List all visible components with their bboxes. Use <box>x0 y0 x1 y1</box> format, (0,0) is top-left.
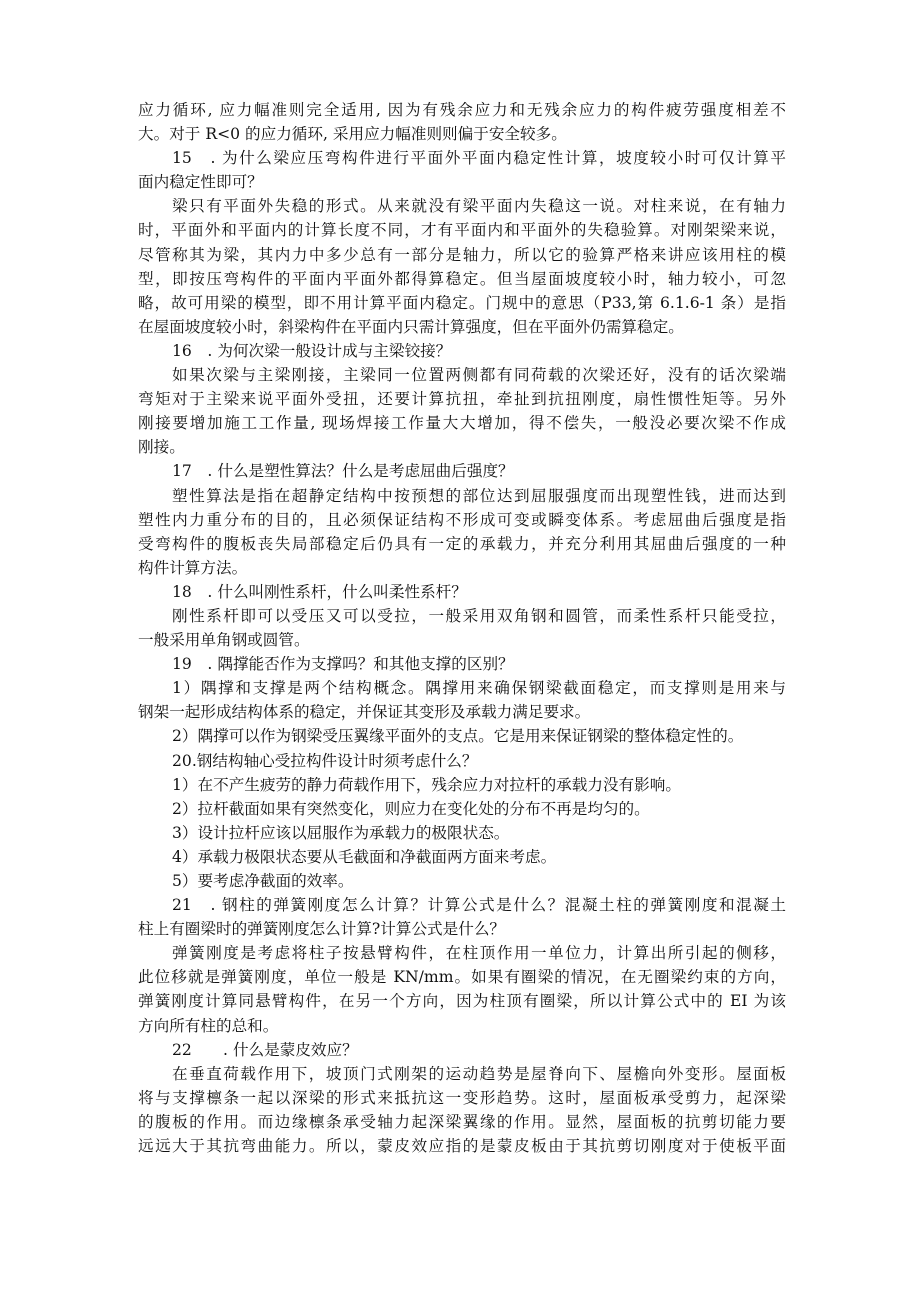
text-line: 一般采用单角钢或圆管。 <box>138 631 310 650</box>
text-line: 2）拉杆截面如果有突然变化，则应力在变化处的分布不再是均匀的。 <box>172 799 650 818</box>
text-line: 钢架一起形成结构体系的稳定，并保证其变形及承载力满足要求。 <box>138 703 591 722</box>
text-line: 2）隅撑可以作为钢梁受压翼缘平面外的支点。它是用来保证钢梁的整体稳定性的。 <box>172 727 744 746</box>
text-line: 刚接要增加施工工作量, 现场焊接工作量大大增加，得不偿失，一般没必要次梁不作成 <box>138 414 786 433</box>
text-line: 构件计算方法。 <box>138 558 248 577</box>
text-line: 16 . 为何次梁一般设计成与主梁铰接？ <box>172 341 452 360</box>
text-line: 如果次梁与主梁刚接，主梁同一位置两侧都有同荷载的次梁还好，没有的话次梁端 <box>172 366 786 385</box>
text-line: 20.钢结构轴心受拉构件设计时须考虑什么？ <box>172 751 478 770</box>
text-line: 4）承载力极限状态要从毛截面和净截面两方面来考虑。 <box>172 847 557 866</box>
text-line: 18 . 什么叫刚性系杆，什么叫柔性系杆？ <box>172 582 467 601</box>
text-line: 刚接。 <box>138 438 185 457</box>
text-line: 3）设计拉杆应该以屈服作为承载力的极限状态。 <box>172 823 510 842</box>
text-line: 略，故可用梁的模型，即不用计算平面内稳定。门规中的意思（P33,第 6.1.6-1 条）是指 <box>138 293 786 312</box>
text-line: 应力循环, 应力幅准则完全适用, 因为有残余应力和无残余应力的构件疲劳强度相差不 <box>138 101 786 119</box>
text-line: 1）在不产生疲劳的静力荷载作用下，残余应力对拉杆的承载力没有影响。 <box>172 775 681 794</box>
text-line: 柱上有圈梁时的弹簧刚度怎么计算?计算公式是什么？ <box>138 920 506 939</box>
text-line: 17 . 什么是塑性算法？什么是考虑屈曲后强度？ <box>172 462 514 481</box>
text-line: 在屋面坡度较小时，斜梁构件在平面内只需计算强度，但在平面外仍需算稳定。 <box>138 317 684 336</box>
text-line: 型，即按压弯构件的平面内平面外都得算稳定。但当屋面坡度较小时，轴力较小，可忽 <box>138 269 786 288</box>
text-line: 弹簧刚度是考虑将柱子按悬臂构件，在柱顶作用一单位力，计算出所引起的侧移， <box>172 944 786 963</box>
text-line: 塑性内力重分布的目的，且必须保证结构不形成可变或瞬变体系。考虑屈曲后强度是指 <box>138 510 786 529</box>
text-line: 1）隅撑和支撑是两个结构概念。隅撑用来确保钢梁截面稳定，而支撑则是用来与 <box>172 679 786 698</box>
text-line: 远远大于其抗弯曲能力。所以，蒙皮效应指的是蒙皮板由于其抗剪切刚度对于使板平面 <box>138 1137 786 1156</box>
text-line: 方向所有柱的总和。 <box>138 1016 279 1035</box>
text-line: 大。对于 R<0 的应力循环, 采用应力幅准则则偏于安全较多。 <box>138 125 567 144</box>
text-line: 此位移就是弹簧刚度，单位一般是 KN/mm。如果有圈梁的情况，在无圈梁约束的方向， <box>138 968 786 987</box>
text-line: 受弯构件的腹板丧失局部稳定后仍具有一定的承载力，并充分利用其屈曲后强度的一种 <box>138 534 786 553</box>
text-line: 22 . 什么是蒙皮效应？ <box>172 1040 358 1059</box>
text-line: 15 . 为什么梁应压弯构件进行平面外平面内稳定性计算，坡度较小时可仅计算平 <box>172 149 786 168</box>
text-line: 刚性系杆即可以受压又可以受拉，一般采用双角钢和圆管，而柔性系杆只能受拉， <box>172 606 786 625</box>
text-line: 弯矩对于主梁来说平面外受扭，还要计算抗扭，牵扯到抗扭刚度，扇性惯性矩等。另外 <box>138 390 786 409</box>
document-body <box>138 98 786 1158</box>
text-line: 梁只有平面外失稳的形式。从来就没有梁平面内失稳这一说。对柱来说，在有轴力 <box>172 197 786 216</box>
text-line: 5）要考虑净截面的效率。 <box>172 872 354 890</box>
text-line: 21 . 钢柱的弹簧刚度怎么计算？计算公式是什么？混凝土柱的弹簧刚度和混凝土 <box>172 896 786 915</box>
text-line: 将与支撑檩条一起以深梁的形式来抵抗这一变形趋势。这时，屋面板承受剪力，起深梁 <box>138 1088 786 1107</box>
text-line: 弹簧刚度计算同悬臂构件，在另一个方向，因为柱顶有圈梁，所以计算公式中的 EI 为该 <box>138 992 786 1011</box>
text-line: 的腹板的作用。而边缘檩条承受轴力起深梁翼缘的作用。显然，屋面板的抗剪切能力要 <box>138 1112 786 1131</box>
text-line: 面内稳定性即可？ <box>138 173 263 192</box>
text-line: 塑性算法是指在超静定结构中按预想的部位达到屈服强度而出现塑性钱，进而达到 <box>172 486 786 505</box>
text-line: 19 . 隅撑能否作为支撑吗？和其他支撑的区别？ <box>172 655 514 674</box>
text-line: 在垂直荷载作用下，坡顶门式刚架的运动趋势是屋脊向下、屋檐向外变形。屋面板 <box>172 1064 786 1083</box>
text-line: 尽管称其为梁，其内力中多少总有一部分是轴力，所以它的验算严格来讲应该用柱的模 <box>138 245 786 264</box>
text-line: 时，平面外和平面内的计算长度不同，才有平面内和平面外的失稳验算。对刚架梁来说， <box>138 221 786 240</box>
